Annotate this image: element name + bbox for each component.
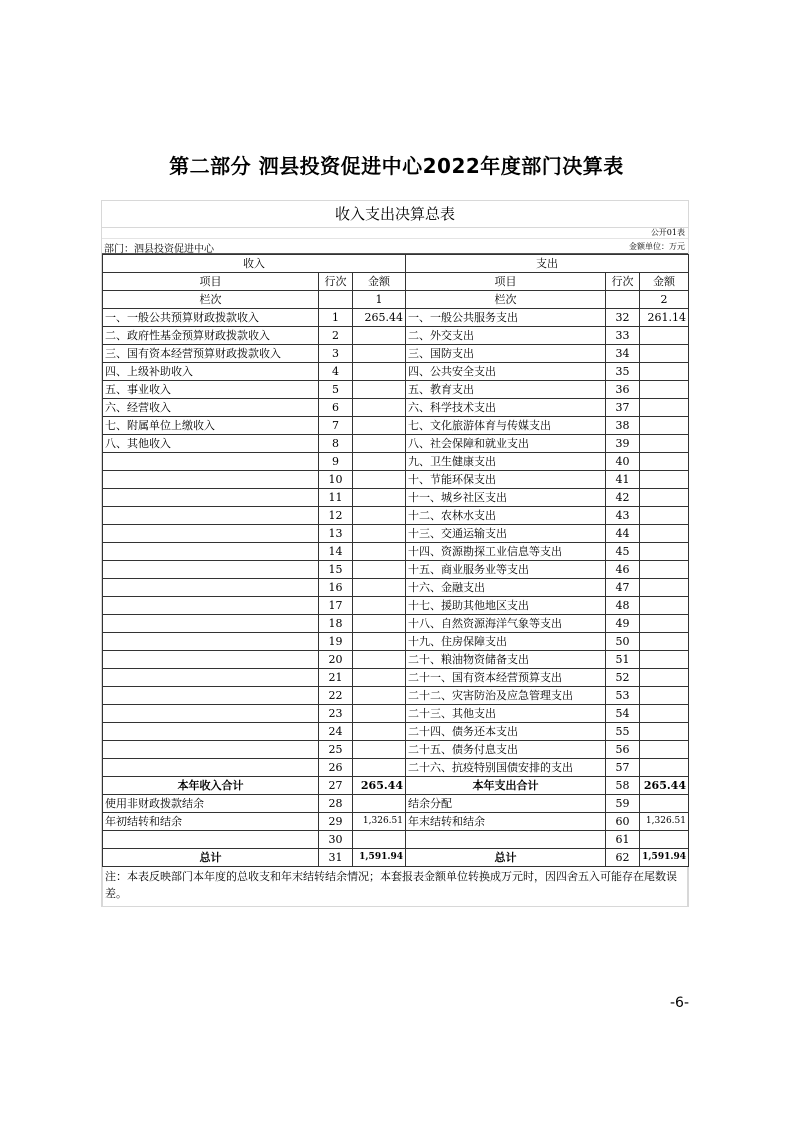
table-row [103, 579, 689, 597]
income-column-label: 栏次 [103, 291, 319, 309]
expense-amount [640, 723, 689, 741]
income-item-header: 项目 [103, 273, 319, 291]
expense-amount [640, 381, 689, 399]
table-row [103, 723, 689, 741]
expense-amount [640, 525, 689, 543]
expense-amount-header: 金额 [640, 273, 689, 291]
income-row-number: 4 [319, 363, 353, 381]
expense-item: 二十五、债务付息支出 [406, 741, 606, 759]
expense-row-number: 62 [606, 849, 640, 867]
expense-row-number: 37 [606, 399, 640, 417]
income-amount: 265.44 [353, 777, 406, 795]
expense-amount [640, 417, 689, 435]
income-item [103, 759, 319, 777]
expense-row-number: 39 [606, 435, 640, 453]
income-item [103, 831, 319, 849]
total-row [103, 849, 689, 867]
expense-row-number: 42 [606, 489, 640, 507]
expense-item: 四、公共安全支出 [406, 363, 606, 381]
income-item [103, 633, 319, 651]
table-row [103, 741, 689, 759]
income-item: 五、事业收入 [103, 381, 319, 399]
income-item: 一、一般公共预算财政拨款收入 [103, 309, 319, 327]
income-amount [353, 525, 406, 543]
expense-amount [640, 453, 689, 471]
expense-row-number: 56 [606, 741, 640, 759]
income-item [103, 705, 319, 723]
income-row-number: 15 [319, 561, 353, 579]
expense-amount [640, 633, 689, 651]
unit-label: 金额单位：万元 [629, 242, 685, 251]
income-item: 总计 [103, 849, 319, 867]
page-number: -6- [670, 995, 690, 1011]
table-row [103, 687, 689, 705]
income-amount [353, 471, 406, 489]
expense-item [406, 831, 606, 849]
expense-column-label: 栏次 [406, 291, 606, 309]
income-row-number: 5 [319, 381, 353, 399]
income-amount [353, 741, 406, 759]
subtotal-row [103, 777, 689, 795]
income-row-number: 12 [319, 507, 353, 525]
income-item [103, 507, 319, 525]
income-item [103, 741, 319, 759]
income-row-number: 1 [319, 309, 353, 327]
income-row-number: 23 [319, 705, 353, 723]
expense-row-number: 59 [606, 795, 640, 813]
expense-item: 二十六、抗疫特别国债安排的支出 [406, 759, 606, 777]
income-amount [353, 759, 406, 777]
expense-row-number: 43 [606, 507, 640, 525]
expense-item-header: 项目 [406, 273, 606, 291]
income-row-number: 14 [319, 543, 353, 561]
expense-amount: 1,326.51 [640, 813, 689, 831]
expense-item: 二、外交支出 [406, 327, 606, 345]
expense-item: 九、卫生健康支出 [406, 453, 606, 471]
income-row-number: 10 [319, 471, 353, 489]
table-row [103, 651, 689, 669]
income-amount [353, 561, 406, 579]
table-row [103, 633, 689, 651]
expense-row-number: 61 [606, 831, 640, 849]
department-row [102, 239, 688, 254]
table-row [103, 615, 689, 633]
expense-amount [640, 471, 689, 489]
table-row [103, 381, 689, 399]
income-item: 六、经营收入 [103, 399, 319, 417]
expense-amount [640, 435, 689, 453]
expense-item: 一、一般公共服务支出 [406, 309, 606, 327]
income-item [103, 561, 319, 579]
expense-item: 五、教育支出 [406, 381, 606, 399]
expense-amount [640, 705, 689, 723]
income-amount [353, 615, 406, 633]
income-item [103, 723, 319, 741]
income-row-number: 9 [319, 453, 353, 471]
expense-item: 年末结转和结余 [406, 813, 606, 831]
income-amount [353, 363, 406, 381]
expense-row-number: 47 [606, 579, 640, 597]
expense-amount [640, 507, 689, 525]
income-amount [353, 381, 406, 399]
income-column-blank [319, 291, 353, 309]
income-item: 使用非财政拨款结余 [103, 795, 319, 813]
expense-item: 结余分配 [406, 795, 606, 813]
table-row [103, 489, 689, 507]
table-note: 注：本表反映部门本年度的总收支和年末结转结余情况；本套报表金额单位转换成万元时，因四舍五入可能存在尾数误差。 [102, 867, 688, 907]
table-row [103, 525, 689, 543]
expense-row-number: 54 [606, 705, 640, 723]
income-item [103, 597, 319, 615]
income-row-number: 22 [319, 687, 353, 705]
expense-item: 十六、金融支出 [406, 579, 606, 597]
income-row-number: 24 [319, 723, 353, 741]
expense-row-number: 46 [606, 561, 640, 579]
report-sheet [101, 200, 689, 907]
expense-item: 十三、交通运输支出 [406, 525, 606, 543]
expense-row-number: 35 [606, 363, 640, 381]
expense-amount [640, 363, 689, 381]
expense-item: 十五、商业服务业等支出 [406, 561, 606, 579]
department-label: 部门：泗县投资促进中心 [104, 244, 214, 255]
expense-row-number: 41 [606, 471, 640, 489]
expense-row-number: 32 [606, 309, 640, 327]
income-item [103, 453, 319, 471]
income-item: 本年收入合计 [103, 777, 319, 795]
income-item: 四、上级补助收入 [103, 363, 319, 381]
income-item [103, 615, 319, 633]
expense-item: 二十二、灾害防治及应急管理支出 [406, 687, 606, 705]
expense-amount [640, 741, 689, 759]
income-section-header: 收入 [103, 255, 406, 273]
expense-rowno-header: 行次 [606, 273, 640, 291]
income-amount [353, 579, 406, 597]
income-item: 二、政府性基金预算财政拨款收入 [103, 327, 319, 345]
table-row [103, 813, 689, 831]
income-item: 三、国有资本经营预算财政拨款收入 [103, 345, 319, 363]
income-item: 年初结转和结余 [103, 813, 319, 831]
income-row-number: 18 [319, 615, 353, 633]
income-item: 八、其他收入 [103, 435, 319, 453]
expense-amount [640, 399, 689, 417]
income-item [103, 525, 319, 543]
expense-item: 三、国防支出 [406, 345, 606, 363]
income-amount-header: 金额 [353, 273, 406, 291]
income-amount [353, 633, 406, 651]
income-amount [353, 723, 406, 741]
income-item [103, 489, 319, 507]
expense-section-header: 支出 [406, 255, 689, 273]
income-row-number: 3 [319, 345, 353, 363]
income-rowno-header: 行次 [319, 273, 353, 291]
income-row-number: 13 [319, 525, 353, 543]
expense-column-blank [606, 291, 640, 309]
expense-row-number: 60 [606, 813, 640, 831]
income-amount [353, 795, 406, 813]
income-row-number: 8 [319, 435, 353, 453]
expense-amount [640, 651, 689, 669]
income-row-number: 26 [319, 759, 353, 777]
expense-amount [640, 831, 689, 849]
expense-amount [640, 669, 689, 687]
expense-item: 七、文化旅游体育与传媒支出 [406, 417, 606, 435]
income-amount: 265.44 [353, 309, 406, 327]
income-row-number: 16 [319, 579, 353, 597]
expense-row-number: 34 [606, 345, 640, 363]
income-row-number: 11 [319, 489, 353, 507]
table-row [103, 561, 689, 579]
expense-item: 十、节能环保支出 [406, 471, 606, 489]
income-item [103, 471, 319, 489]
income-row-number: 30 [319, 831, 353, 849]
expense-row-number: 52 [606, 669, 640, 687]
income-amount: 1,591.94 [353, 849, 406, 867]
expense-item: 十一、城乡社区支出 [406, 489, 606, 507]
expense-item: 二十三、其他支出 [406, 705, 606, 723]
income-row-number: 2 [319, 327, 353, 345]
income-amount [353, 597, 406, 615]
table-row [103, 597, 689, 615]
expense-item: 十八、自然资源海洋气象等支出 [406, 615, 606, 633]
expense-amount [640, 615, 689, 633]
expense-amount [640, 561, 689, 579]
expense-item: 二十、粮油物资储备支出 [406, 651, 606, 669]
table-row [103, 543, 689, 561]
income-item [103, 669, 319, 687]
expense-row-number: 33 [606, 327, 640, 345]
table-row [103, 795, 689, 813]
income-row-number: 29 [319, 813, 353, 831]
expense-item: 总计 [406, 849, 606, 867]
income-amount [353, 669, 406, 687]
income-expense-table [102, 254, 689, 867]
expense-row-number: 40 [606, 453, 640, 471]
expense-item: 八、社会保障和就业支出 [406, 435, 606, 453]
table-row [103, 705, 689, 723]
expense-item: 二十四、债务还本支出 [406, 723, 606, 741]
expense-row-number: 53 [606, 687, 640, 705]
expense-amount: 1,591.94 [640, 849, 689, 867]
income-amount [353, 687, 406, 705]
form-code-row [102, 228, 688, 239]
income-column-number: 1 [353, 291, 406, 309]
expense-amount [640, 579, 689, 597]
income-item [103, 543, 319, 561]
income-row-number: 21 [319, 669, 353, 687]
table-row [103, 309, 689, 327]
expense-amount: 265.44 [640, 777, 689, 795]
income-amount [353, 705, 406, 723]
table-row [103, 363, 689, 381]
expense-amount [640, 543, 689, 561]
income-amount [353, 507, 406, 525]
expense-column-number: 2 [640, 291, 689, 309]
table-row [103, 327, 689, 345]
expense-item: 十九、住房保障支出 [406, 633, 606, 651]
expense-row-number: 50 [606, 633, 640, 651]
income-row-number: 20 [319, 651, 353, 669]
income-row-number: 17 [319, 597, 353, 615]
section-header-row [103, 255, 689, 273]
income-amount [353, 543, 406, 561]
expense-row-number: 57 [606, 759, 640, 777]
table-row [103, 759, 689, 777]
expense-row-number: 51 [606, 651, 640, 669]
expense-row-number: 45 [606, 543, 640, 561]
expense-amount [640, 345, 689, 363]
income-row-number: 28 [319, 795, 353, 813]
expense-amount [640, 795, 689, 813]
income-amount [353, 435, 406, 453]
table-row [103, 417, 689, 435]
expense-row-number: 36 [606, 381, 640, 399]
page-title: 第二部分 泗县投资促进中心2022年度部门决算表 [169, 154, 624, 178]
expense-amount [640, 759, 689, 777]
expense-amount: 261.14 [640, 309, 689, 327]
income-row-number: 7 [319, 417, 353, 435]
table-row [103, 507, 689, 525]
expense-row-number: 38 [606, 417, 640, 435]
income-item [103, 651, 319, 669]
income-amount [353, 489, 406, 507]
expense-item: 十七、援助其他地区支出 [406, 597, 606, 615]
income-row-number: 31 [319, 849, 353, 867]
income-amount: 1,326.51 [353, 813, 406, 831]
expense-item: 本年支出合计 [406, 777, 606, 795]
column-header-row [103, 273, 689, 291]
expense-item: 十二、农林水支出 [406, 507, 606, 525]
expense-amount [640, 597, 689, 615]
table-row [103, 435, 689, 453]
income-row-number: 19 [319, 633, 353, 651]
expense-item: 十四、资源勘探工业信息等支出 [406, 543, 606, 561]
income-row-number: 6 [319, 399, 353, 417]
expense-row-number: 58 [606, 777, 640, 795]
income-item [103, 579, 319, 597]
expense-amount [640, 489, 689, 507]
expense-row-number: 49 [606, 615, 640, 633]
income-amount [353, 453, 406, 471]
table-row [103, 471, 689, 489]
income-amount [353, 345, 406, 363]
income-item: 七、附属单位上缴收入 [103, 417, 319, 435]
table-row [103, 669, 689, 687]
expense-row-number: 55 [606, 723, 640, 741]
form-code: 公开01表 [650, 228, 685, 237]
table-title: 收入支出决算总表 [102, 201, 688, 228]
expense-amount [640, 687, 689, 705]
expense-item: 二十一、国有资本经营预算支出 [406, 669, 606, 687]
table-row [103, 345, 689, 363]
income-amount [353, 651, 406, 669]
table-row [103, 399, 689, 417]
income-amount [353, 831, 406, 849]
column-label-row [103, 291, 689, 309]
expense-row-number: 48 [606, 597, 640, 615]
table-row [103, 453, 689, 471]
expense-item: 六、科学技术支出 [406, 399, 606, 417]
income-item [103, 687, 319, 705]
income-row-number: 27 [319, 777, 353, 795]
expense-amount [640, 327, 689, 345]
income-row-number: 25 [319, 741, 353, 759]
table-row [103, 831, 689, 849]
income-amount [353, 327, 406, 345]
expense-row-number: 44 [606, 525, 640, 543]
income-amount [353, 417, 406, 435]
income-amount [353, 399, 406, 417]
